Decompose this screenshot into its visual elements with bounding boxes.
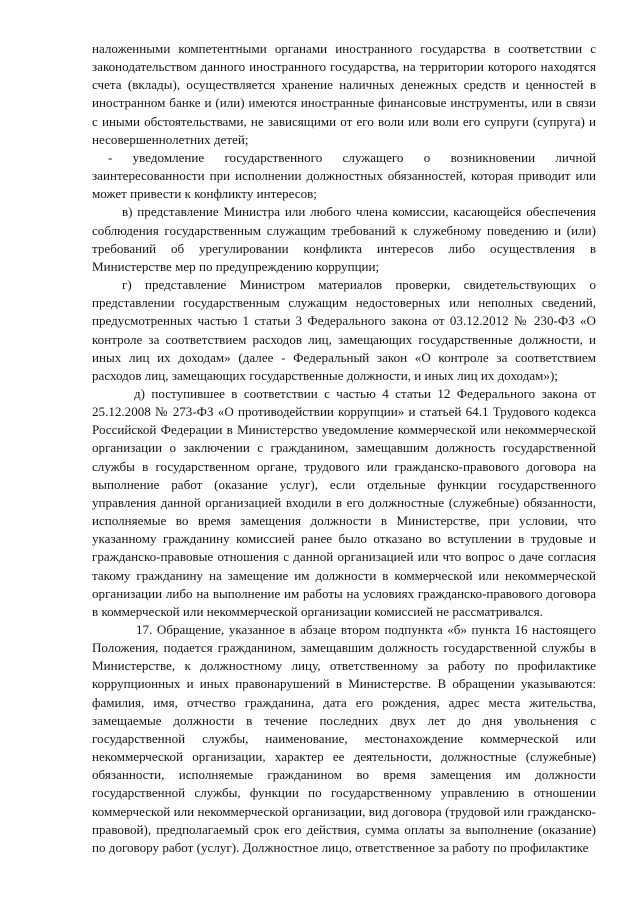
- paragraph-conflict-notice: - уведомление государственного служащего о возникновении личной заинтересованности при исполнении должностных обязанностей, которая приводит или может привести к конфликту интересов;: [92, 149, 596, 202]
- paragraph-item-d: д) поступившее в соответствии с частью 4 статьи 12 Федерального закона от 25.12.2008 № 273-ФЗ «О противодействии коррупции» и статьей 64.1 Трудового кодекса Российской Федерации в Министерство уведомление коммерческой или некоммерческой организации о заключении с гражданином, замещавшим должность государственной службы в государственном органе, трудового или гражданско-правового договора на выполнение работ (оказание услуг), если отдельные функции государственного управления данной организацией входили в его должностные (служебные) обязанности, исполняемые во время замещения должности в Министерстве, при условии, что указанному гражданину комиссией ранее было отказано во вступлении в трудовые и гражданско-правовые отношения с данной организацией или что вопрос о даче согласия такому гражданину на замещение им должности в коммерческой или некоммерческой организации либо на выполнение им работы на условиях гражданско-правового договора в коммерческой или некоммерческой организации комиссией не рассматривался.: [92, 385, 596, 619]
- paragraph-clause-17: 17. Обращение, указанное в абзаце втором подпункта «б» пункта 16 настоящего Положения, подается гражданином, замещавшим должность государственной службы в Министерстве, к должностному лицу, ответственному за работу по профилактике коррупционных и иных правонарушений в Министерстве. В обращении указываются: фамилия, имя, отчество гражданина, дата его рождения, адрес места жительства, замещаемые должности в течение последних двух лет до дня увольнения с государственной службы, наименование, местонахождение коммерческой или некоммерческой организации, характер ее деятельности, должностные (служебные) обязанности, исполняемые гражданином во время замещения им должности государственной службы, функции по государственному управлению в отношении коммерческой или некоммерческой организации, вид договора (трудовой или гражданско-правовой), предполагаемый срок его действия, сумма оплаты за выполнение (оказание) по договору работ (услуг). Должностное лицо, ответственное за работу по профилактике: [92, 622, 596, 855]
- paragraph-item-g: г) представление Министром материалов проверки, свидетельствующих о представлении государственным служащим недостоверных или неполных сведений, предусмотренных частью 1 статьи 3 Федерального закона от 03.12.2012 № 230-ФЗ «О контроле за соответствием расходов лиц, замещающих государственные должности, и иных лиц их доходам» (далее - Федеральный закон «О контроле за соответствием расходов лиц, замещающих государственные должности, и иных лиц их доходам»);: [92, 277, 596, 383]
- paragraph-continuation: наложенными компетентными органами иностранного государства в соответствии с законодательством данного иностранного государства, на территории которого находятся счета (вклады), осуществляется хранение наличных денежных средств и ценностей в иностранном банке и (или) имеются иностранные финансовые инструменты, или в связи с иными обстоятельствами, не зависящими от его воли или воли его супруги (супруга) и несовершеннолетних детей;: [92, 41, 596, 147]
- paragraph-item-v: в) представление Министра или любого члена комиссии, касающейся обеспечения соблюдения государственным служащим требований к служебному поведению и (или) требований об урегулировании конфликта интересов либо осуществления в Министерстве мер по предупреждению коррупции;: [92, 204, 596, 274]
